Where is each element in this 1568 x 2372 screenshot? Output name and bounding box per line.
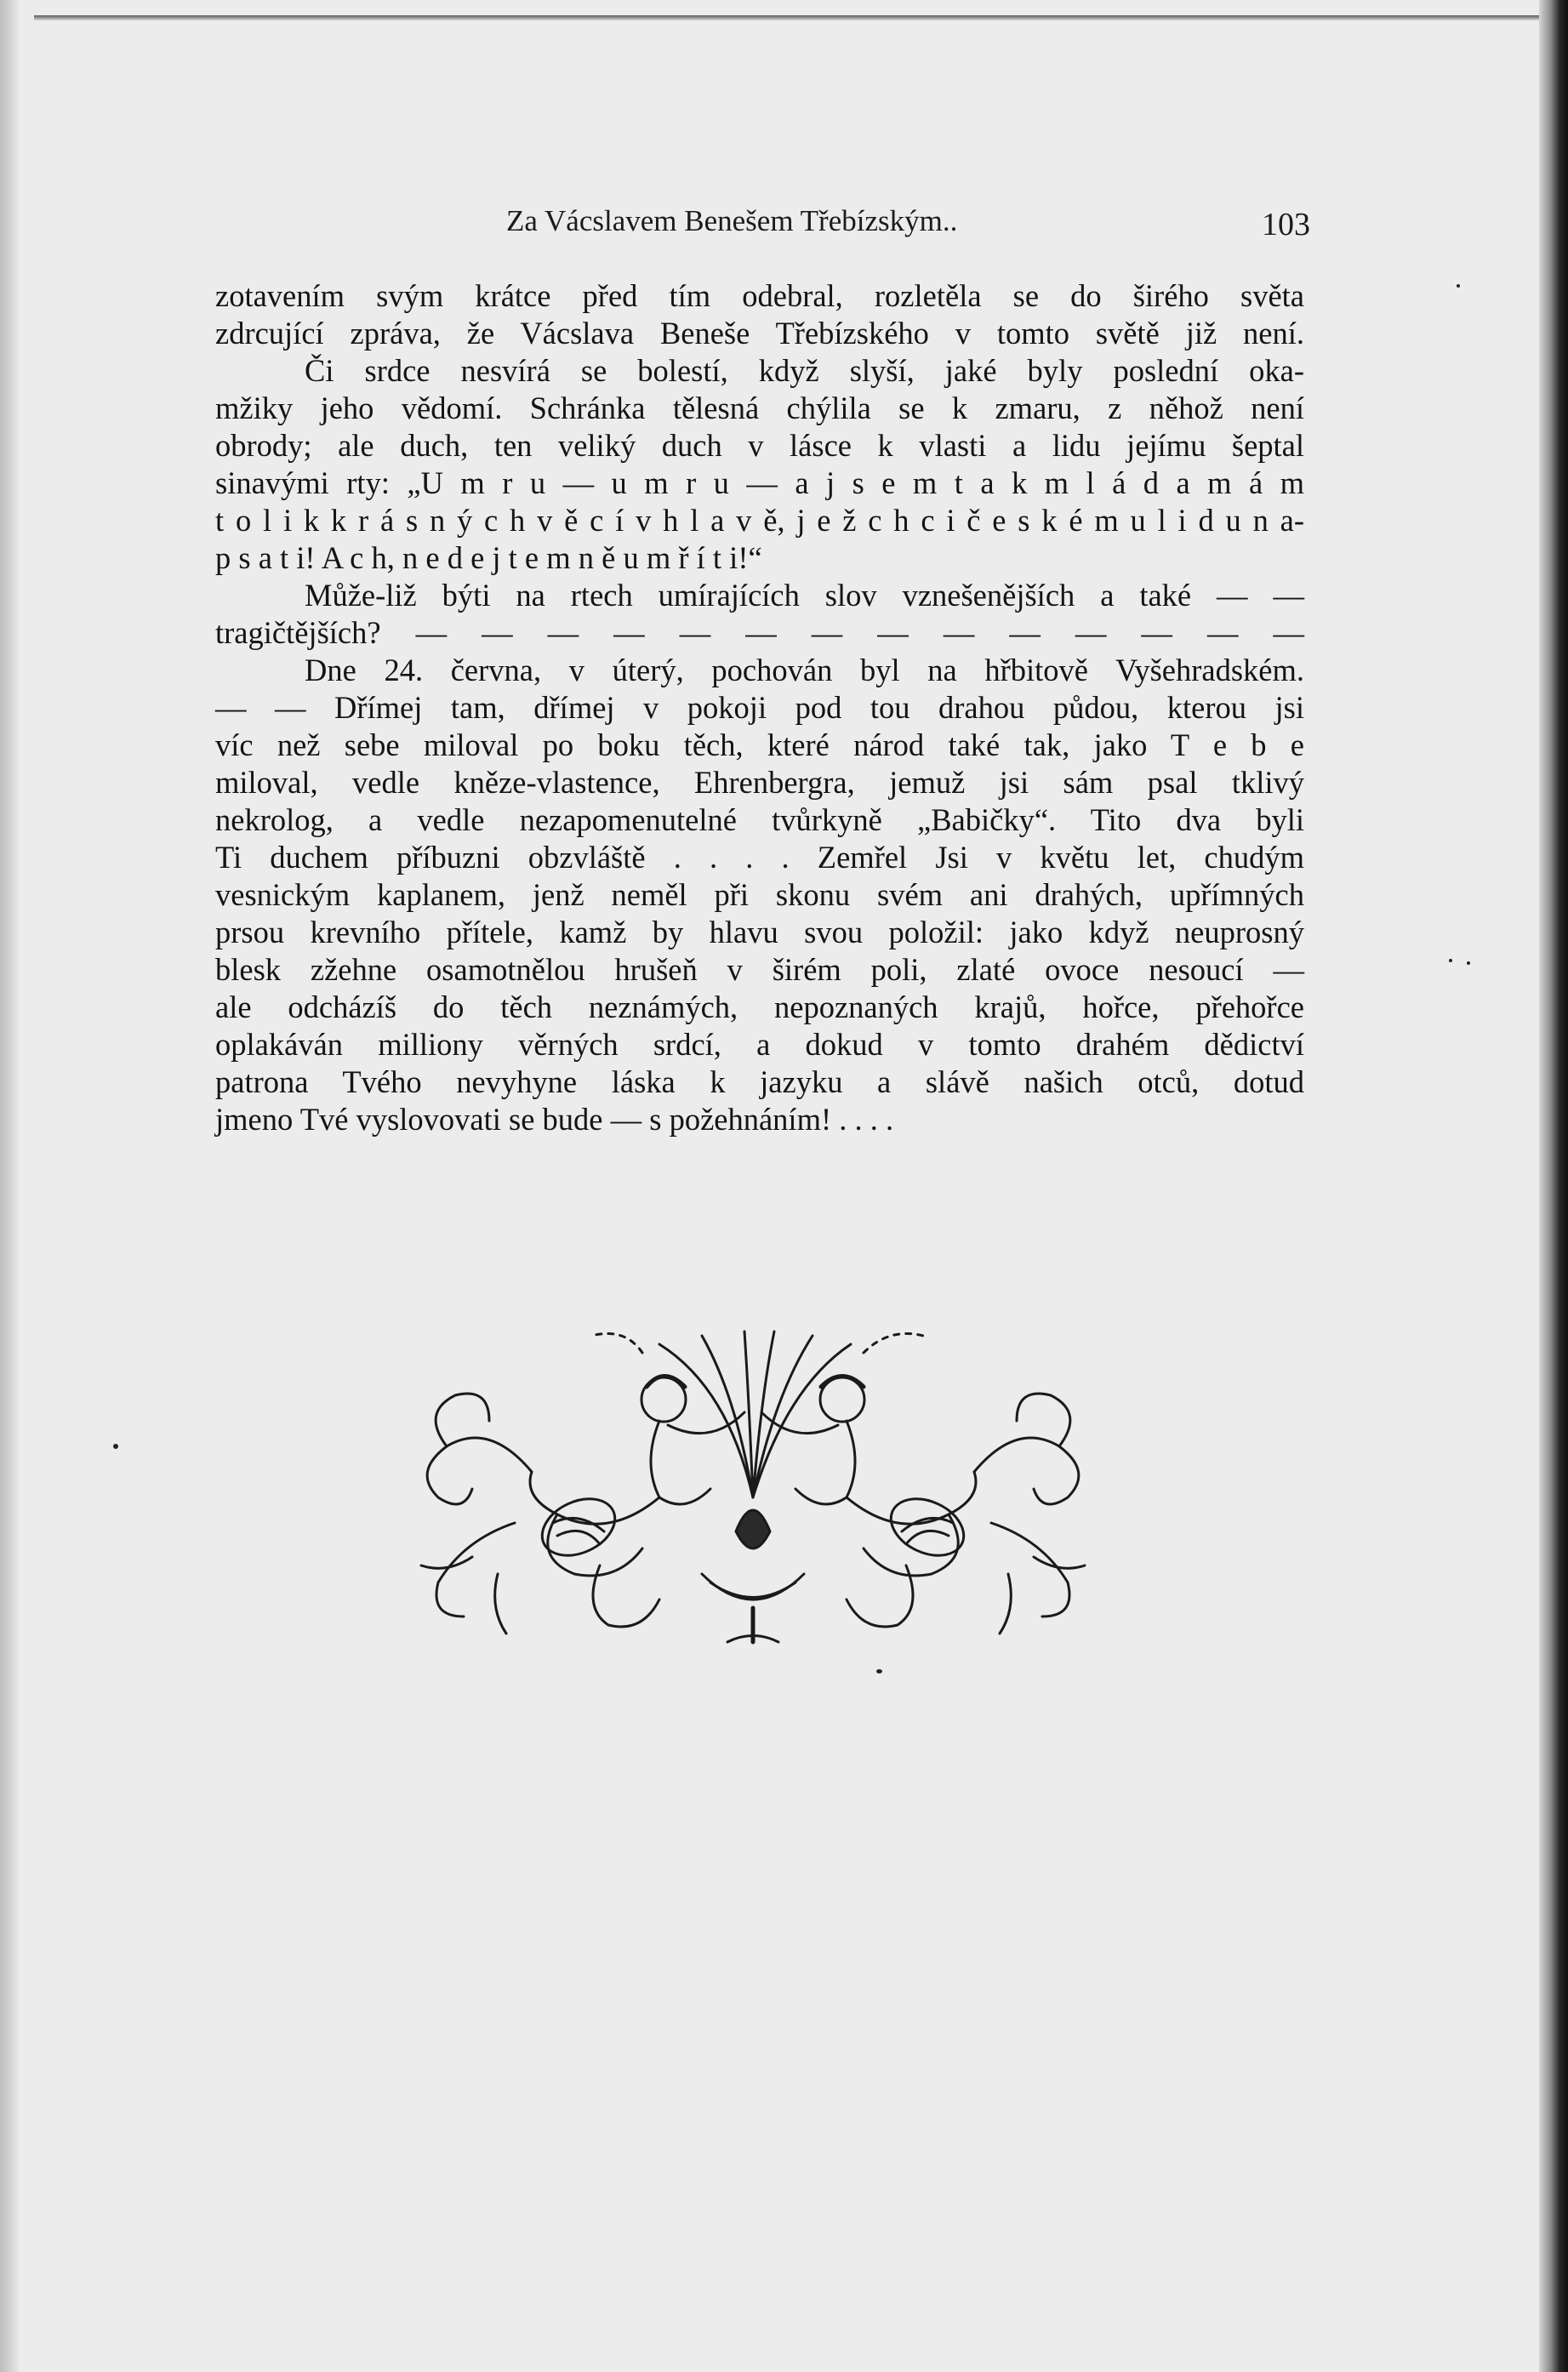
body-text xyxy=(215,277,1304,1138)
page-number: 103 xyxy=(1262,207,1310,242)
text-line: sinavými rty: „U m r u — u m r u — a j s e m t a k m l á d a m á m xyxy=(215,465,1304,500)
running-title: Za Vácslavem Benešem Třebízským.. xyxy=(506,204,958,237)
text-line: zdrcující zpráva, že Vácslava Beneše Třebízského v tomto světě již není. xyxy=(215,316,1304,351)
text-line: miloval, vedle kněze-vlastence, Ehrenbergra, jemuž jsi sám psal tklivý xyxy=(215,765,1304,800)
text-line: tragičtějších? — — — — — — — — — — — — — — xyxy=(215,615,1304,650)
text-line: Ti duchem příbuzni obzvláště . . . . Zemřel Jsi v květu let, chudým xyxy=(215,840,1304,875)
print-speck xyxy=(1467,961,1470,965)
text-line: patrona Tvého nevyhyne láska k jazyku a slávě našich otců, dotud xyxy=(215,1064,1304,1099)
text-line: Dne 24. června, v úterý, pochován byl na hřbitově Vyšehradském. xyxy=(305,653,1304,687)
text-line: jmeno Tvé vyslovovati se bude — s požehnáním! . . . . xyxy=(215,1102,894,1137)
text-line: Či srdce nesvírá se bolestí, když slyší, jaké byly poslední oka- xyxy=(305,353,1304,388)
text-line: nekrolog, a vedle nezapomenutelné tvůrkyně „Babičky“. Tito dva byli xyxy=(215,802,1304,837)
page-spine-shadow xyxy=(1539,0,1568,2372)
page-top-edge xyxy=(34,15,1557,20)
text-line: vesnickým kaplanem, jenž neměl při skonu svém ani drahých, upřímných xyxy=(215,877,1304,912)
text-line: víc než sebe miloval po boku těch, které národ také tak, jako T e b e xyxy=(215,727,1304,762)
text-line: p s a t i! A c h, n e d e j t e m n ě u m ř í t i!“ xyxy=(215,540,762,575)
text-line: blesk zžehne osamotnělou hrušeň v širém poli, zlaté ovoce nesoucí — xyxy=(215,952,1304,987)
text-line: — — Dřímej tam, dřímej v pokoji pod tou drahou půdou, kterou jsi xyxy=(215,690,1304,725)
text-line: mžiky jeho vědomí. Schránka tělesná chýlila se k zmaru, z něhož není xyxy=(215,391,1304,425)
print-speck xyxy=(876,1669,882,1674)
text-line: zotavením svým krátce před tím odebral, rozletěla se do širého světa xyxy=(215,278,1304,313)
fountain-mermaids-vignette xyxy=(387,1319,1119,1651)
text-line: ale odcházíš do těch neznámých, nepoznaných krajů, hořce, přehořce xyxy=(215,989,1304,1024)
print-speck xyxy=(1449,959,1452,962)
text-line: prsou krevního přítele, kamž by hlavu svou položil: jako když neuprosný xyxy=(215,915,1304,949)
print-speck xyxy=(113,1444,118,1449)
text-line: oplakáván milliony věrných srdcí, a dokud v tomto drahém dědictví xyxy=(215,1027,1304,1062)
page-left-edge xyxy=(0,0,19,2372)
page-header xyxy=(213,196,1310,247)
text-line: obrody; ale duch, ten veliký duch v lásce k vlasti a lidu jejímu šeptal xyxy=(215,428,1304,463)
print-speck xyxy=(1457,284,1460,288)
text-line: t o l i k k r á s n ý c h v ě c í v h l a v ě, j e ž c h c i č e s k é m u l i d u n a- xyxy=(215,503,1304,538)
text-line: Může-liž býti na rtech umírajících slov vznešenějších a také — — xyxy=(305,578,1304,613)
